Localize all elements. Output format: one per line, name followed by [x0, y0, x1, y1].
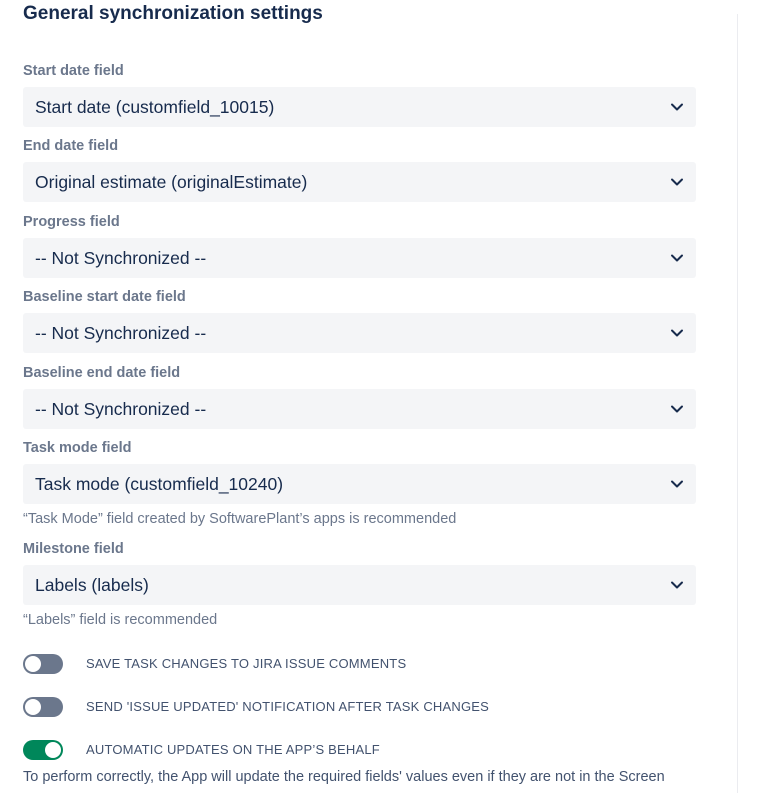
automatic-updates-toggle-label: AUTOMATIC UPDATES ON THE APP’S BEHALF	[86, 742, 380, 757]
task-mode-field-label: Task mode field	[23, 440, 132, 456]
send-notification-toggle-label: SEND 'ISSUE UPDATED' NOTIFICATION AFTER TASK CHANGES	[86, 699, 490, 714]
baseline-end-date-field-label: Baseline end date field	[23, 365, 181, 381]
end-date-field-label: End date field	[23, 138, 119, 154]
toggle-knob	[25, 656, 41, 672]
toggle-knob	[45, 742, 61, 758]
baseline-start-date-field-label: Baseline start date field	[23, 289, 186, 305]
toggle-knob	[25, 699, 41, 715]
start-date-field-label: Start date field	[23, 63, 124, 79]
baseline-start-date-field-value: -- Not Synchronized --	[35, 323, 207, 343]
save-task-changes-toggle[interactable]	[23, 654, 63, 674]
automatic-updates-toggle[interactable]	[23, 740, 63, 760]
chevron-down-icon	[670, 251, 684, 265]
end-date-field-select[interactable]	[23, 162, 696, 202]
task-mode-field-value: Task mode (customfield_10240)	[35, 474, 284, 494]
chevron-down-icon	[670, 578, 684, 592]
save-task-changes-toggle-label: SAVE TASK CHANGES TO JIRA ISSUE COMMENTS	[86, 656, 407, 671]
section-title: General synchronization settings	[23, 3, 323, 24]
chevron-down-icon	[670, 477, 684, 491]
automatic-updates-description: To perform correctly, the App will update the required fields' values even if they are not in the Screen	[23, 769, 665, 785]
chevron-down-icon	[670, 326, 684, 340]
chevron-down-icon	[670, 402, 684, 416]
start-date-field-value: Start date (customfield_10015)	[35, 97, 275, 117]
milestone-field-value: Labels (labels)	[35, 575, 149, 595]
panel-divider	[737, 14, 738, 793]
progress-field-select[interactable]	[23, 238, 696, 278]
task-mode-field-hint: “Task Mode” field created by SoftwarePlant’s apps is recommended	[23, 511, 457, 527]
chevron-down-icon	[670, 175, 684, 189]
milestone-field-hint: “Labels” field is recommended	[23, 612, 218, 628]
milestone-field-select[interactable]	[23, 565, 696, 605]
progress-field-label: Progress field	[23, 214, 120, 230]
send-notification-toggle[interactable]	[23, 697, 63, 717]
end-date-field-value: Original estimate (originalEstimate)	[35, 172, 308, 192]
milestone-field-label: Milestone field	[23, 541, 124, 557]
baseline-end-date-field-value: -- Not Synchronized --	[35, 399, 207, 419]
chevron-down-icon	[670, 100, 684, 114]
baseline-start-date-field-select[interactable]	[23, 313, 696, 353]
progress-field-value: -- Not Synchronized --	[35, 248, 207, 268]
task-mode-field-select[interactable]	[23, 464, 696, 504]
start-date-field-select[interactable]	[23, 87, 696, 127]
baseline-end-date-field-select[interactable]	[23, 389, 696, 429]
